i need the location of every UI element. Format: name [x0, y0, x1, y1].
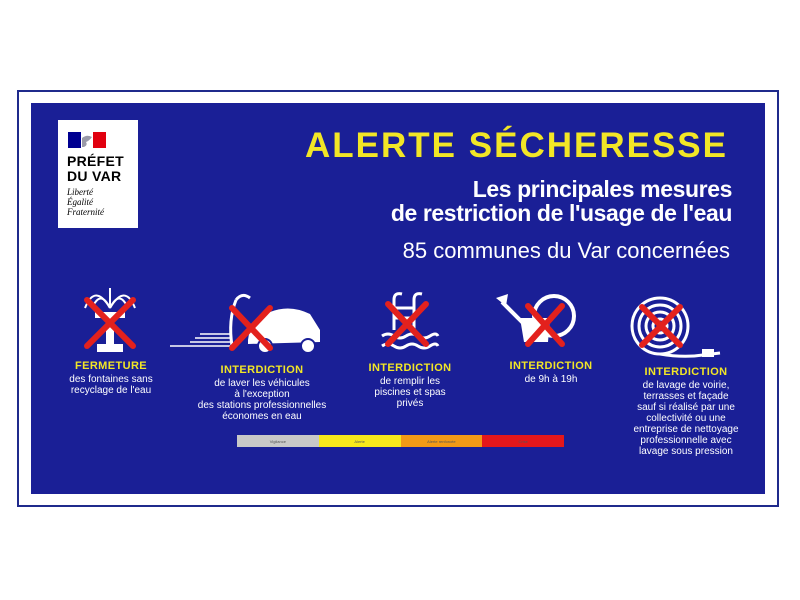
measure-3-label: INTERDICTION	[368, 362, 452, 374]
measure-5-label: INTERDICTION	[644, 366, 728, 378]
pool-ladder-icon	[380, 290, 440, 355]
measure-5-desc-6: professionnelle avec	[640, 435, 732, 446]
measure-5-desc-3: sauf si réalisé par une	[637, 402, 735, 413]
subtitle-line-1: Les principales mesures	[472, 176, 732, 202]
alert-level-scale	[237, 435, 564, 447]
motto-fraternite: Fraternité	[67, 207, 104, 217]
measure-1-desc-2: recyclage de l'eau	[70, 385, 152, 396]
measure-2-desc-2: à l'exception	[234, 389, 290, 400]
measure-1-desc-1: des fontaines sans	[69, 374, 153, 385]
scale-alerte-renforcee: Alerte renforcée	[401, 435, 483, 447]
measure-3-desc-1: de remplir les	[379, 376, 441, 387]
measure-2-desc-1: de laver les véhicules	[214, 378, 310, 389]
car-wash-icon	[170, 290, 330, 360]
prefet-logo	[58, 120, 138, 228]
measure-3-desc-2: piscines et spas	[374, 387, 446, 398]
measure-5-desc-7: lavage sous pression	[639, 446, 733, 457]
fountain-icon	[75, 278, 145, 358]
marianne-flag-icon	[68, 132, 106, 148]
measure-5-desc-5: entreprise de nettoyage	[633, 424, 739, 435]
motto-egalite: Égalité	[67, 197, 93, 207]
measure-1-label: FERMETURE	[74, 360, 148, 372]
measure-3-desc-3: privés	[396, 398, 424, 409]
measure-5-desc-4: collectivité ou une	[646, 413, 726, 424]
watering-can-icon	[492, 288, 582, 358]
measure-2-desc-4: économes en eau	[222, 411, 302, 422]
scale-alerte: Alerte	[319, 435, 401, 447]
scale-vigilance: Vigilance	[237, 435, 319, 447]
hose-icon	[628, 293, 728, 363]
measure-2-label: INTERDICTION	[220, 364, 304, 376]
measure-2-desc-3: des stations professionnelles	[197, 400, 327, 411]
measure-5-desc-1: de lavage de voirie,	[642, 380, 730, 391]
subtitle-line-2: de restriction de l'usage de l'eau	[390, 200, 732, 226]
motto-liberte: Liberté	[67, 187, 93, 197]
measure-4-label: INTERDICTION	[509, 360, 593, 372]
page-title: ALERTE SÉCHERESSE	[305, 126, 728, 165]
logo-prefet-text: PRÉFET	[67, 153, 125, 169]
measure-5-desc-2: terrasses et façade	[643, 391, 729, 402]
logo-du-var-text: DU VAR	[67, 168, 122, 184]
scale-crise: Crise	[482, 435, 564, 447]
measure-4-desc-1: de 9h à 19h	[524, 374, 578, 385]
communes-count-text: 85 communes du Var concernées	[402, 238, 730, 263]
